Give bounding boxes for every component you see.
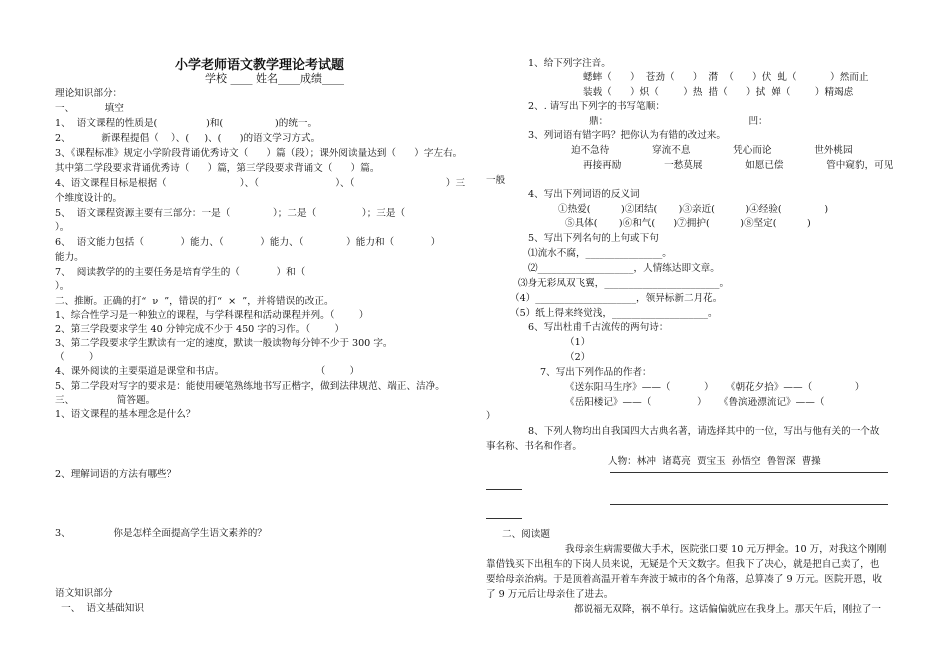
question-line: 5、写出下列名句的上句或下句 (528, 233, 659, 244)
question-line: ⑴流水不腐，________________。 (528, 248, 672, 259)
question-line: 5、第二学段对写字的要求是：能使用硬笔熟练地书写正楷字，做到法律规范、端正、洁净。 (55, 381, 445, 392)
question-line: 1、 语文课程的性质是( )和( )的统一。 (55, 118, 318, 129)
question-line: 8、下列人物均出自我国四大古典名著，请选择其中的一位，写出与他有关的一个故 (528, 426, 880, 437)
question-line: 3、第二学段要求学生默读有一定的速度，默读一般读物每分钟不少于 300 字。 (55, 338, 393, 349)
question-line: 一、 填空 (55, 103, 124, 114)
question-line: 3、 你是怎样全面提高学生语文素养的？ (55, 528, 267, 539)
question-line: 《岳阳楼记》——（ ） 《鲁滨逊漂流记》——（ (565, 397, 825, 408)
question-line: 2、 新课程提倡（ ）、( )、( )的语文学习方式。 (55, 133, 321, 144)
question-line: 6、写出杜甫千古流传的两句诗： (528, 322, 669, 333)
section-heading: 理论知识部分： (55, 88, 123, 99)
question-line: 一般 (486, 175, 506, 186)
reading-paragraph: 靠借钱买下出租车的下岗人员来说，无疑是个天文数字。但我下了决心，就是把自己卖了，也 (486, 559, 880, 570)
reading-paragraph: 要给母亲治病。于是顶着高温开着车奔波于城市的各个角落，总算凑了 9 万元。医院开恩，收 (486, 574, 882, 585)
question-line: 再接再励 一愁莫展 如愿已偿 管中窥豹，可见 (583, 160, 894, 171)
question-line: 事名称、书名和作者。 (486, 441, 582, 452)
question-line: ⑤具体( )⑥和气( )⑦拥护( )⑧坚定( ) (565, 218, 811, 229)
exam-title: 小学老师语文教学理论考试题 (175, 58, 345, 73)
answer-line (610, 472, 888, 473)
question-line: 蟋蟀（ ） 苍劲（ ） 潸 （ ）伏 虬（ ）然而止 (583, 72, 869, 83)
question-line: ） (486, 411, 496, 422)
question-line: ⑵____________________，人情练达即文章。 (528, 263, 720, 274)
section-heading: 二、阅读题 (502, 529, 550, 540)
question-line: 个维度设计的。 (55, 193, 123, 204)
question-line: 7、 阅读教学的的主要任务是培育学生的（ ）和（ (55, 267, 306, 278)
question-line: 6、 语文能力包括（ ）能力、（ ）能力、（ ）能力和（ ） (55, 237, 441, 248)
answer-line (486, 518, 522, 519)
answer-line (486, 489, 522, 490)
question-line: （ ） (55, 352, 99, 363)
question-line: 2、. 请写出下列字的书写笔顺： (528, 101, 665, 112)
question-line: ）。 (55, 222, 70, 233)
answer-line (610, 504, 888, 505)
question-line: 1、给下列字注音。 (528, 58, 611, 69)
question-line: 2、理解词语的方法有哪些？ (55, 469, 177, 480)
section-heading: 三、 简答题。 (55, 395, 156, 406)
character-list: 人物：林冲 诸葛亮 贾宝玉 孙悟空 鲁智深 曹操 (608, 456, 821, 467)
question-line: ⑶身无彩凤双飞翼，________________________。 (518, 278, 730, 289)
question-line: 7、写出下列作品的作者： (540, 367, 652, 378)
reading-paragraph: 都说福无双降，祸不单行。这话偏偏就应在我身上。那天午后，刚拉了一 (574, 604, 881, 615)
question-line: 5、 语文课程资源主要有三部分：一是（ ）；二是（ ）；三是（ (55, 208, 406, 219)
question-line: 装载（ ）炽（ ）热 措（ ）拭 婵（ ）精竭虑 (583, 87, 854, 98)
question-line: 3、《课程标准》规定小学阶段背诵优秀诗文（ ）篇（段）；课外阅读量达到（ ）字左右。 (55, 148, 463, 159)
question-line: （5）纸上得来终觉浅，____________________。 (510, 308, 718, 319)
reading-paragraph: 了 9 万元后让母亲住了进去。 (486, 589, 614, 600)
question-line: （1） (565, 337, 591, 348)
section-heading: 二、推断。正确的打“ ν ”，错误的打“ × ”，并将错误的改正。 (55, 296, 334, 307)
question-line: 《送东阳马生序》——（ ） 《朝花夕拾》——（ ） (565, 382, 865, 393)
question-line: 4、写出下列词语的反义词 (528, 189, 640, 200)
question-line: 4、课外阅读的主要渠道是课堂和书店。 （ ） (55, 366, 360, 377)
question-line: 能力。 (55, 252, 84, 263)
question-line: （2） (565, 352, 591, 363)
question-line: 其中第二学段要求背诵优秀诗（ ）篇，第三学段要求背诵文（ ）篇。 (55, 163, 380, 174)
question-line: 2、第三学段要求学生 40 分钟完成不少于 450 字的习作。（ ） (55, 324, 345, 335)
question-line: 1、综合性学习是一种独立的课程，与学科课程和活动课程并列。（ ） (55, 310, 369, 321)
section-heading: 一、 语文基础知识 (55, 603, 144, 614)
question-line: （4）_____________________，领异标新二月花。 (510, 293, 723, 304)
section-heading: 语文知识部分 (55, 588, 113, 599)
question-line: 3、列词语有错字吗？把你认为有错的改过来。 (528, 130, 726, 141)
exam-subtitle: 学校 ____ 姓名____成绩____ (205, 72, 344, 85)
question-line: 4、语文课程目标是根据（ ）、（ ）、（ ）三 (55, 178, 466, 189)
question-line: ①热爱( )②团结( )③亲近( )④经验( ) (558, 204, 829, 215)
reading-paragraph: 我母亲生病需要做大手术，医院张口要 10 元万押金。10 万，对我这个刚刚 (565, 544, 887, 555)
question-line: 迫不急待 穿流不息 凭心而论 世外桃园 (571, 145, 853, 156)
question-line: 1、语文课程的基本理念是什么？ (55, 409, 196, 420)
question-line: 鼎： 凹： (589, 116, 768, 127)
question-line: ）。 (55, 281, 70, 292)
